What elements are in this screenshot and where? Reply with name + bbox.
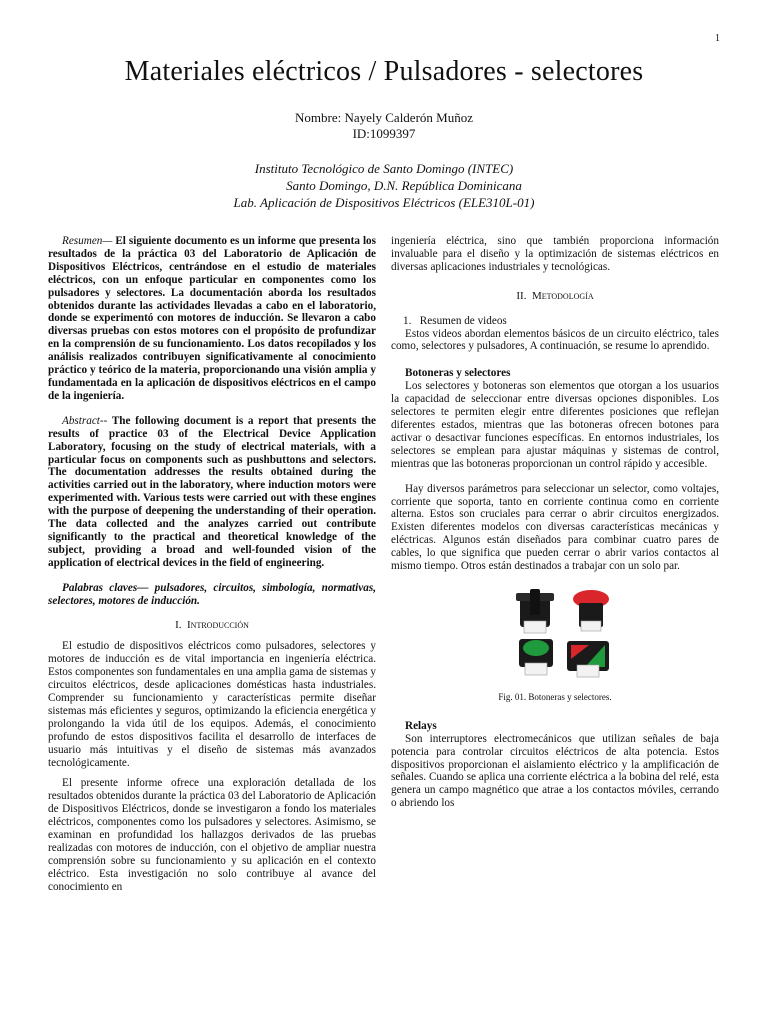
keywords-paragraph	[48, 582, 376, 608]
resumen-text: El siguiente documento es un informe que presenta los resultados de la práctica 03 del Laboratorio de Aplicación de Dispositivos Eléctricos, centrándose en el estudio de materiales eléctricos, con un enfoque particular en componentes como los pulsadores y selectores. La documentación aborda los resultados obtenidos durante las actividades llevadas a cabo en el laboratorio, donde se experimentó con motores de inducción. Se llevaron a cabo diversas pruebas con estos motores con el propósito de profundizar en la comprensión de su funcionamiento. Los datos recopilados y los análisis realizados contribuyen significativamente al conocimiento práctico y teórico de la materia, proporcionando una visión amplia y fundamentada en la aplicación de dispositivos eléctricos en el campo de la ingeniería.	[48, 235, 376, 402]
section-heading-metodologia	[391, 290, 719, 303]
right-column	[391, 235, 719, 810]
metodologia-paragraph-3: Hay diversos parámetros para seleccionar un selector, como voltajes, corriente que soporta, tanto en corriente continua como en corriente alterna. Estos son cruciales para cerrar o abrir circuitos energizados. Existen diferentes modelos con diversas características mecánicas y eléctricas. Algunos están diseñados para combinar cuatro pares de cables, lo que significa que pueden cerrar o abrir varios contactos al mismo tiempo. Otros están destinados a trabajar con un solo par.	[391, 482, 719, 573]
subheading-botoneras: Botoneras y selectores	[405, 367, 511, 380]
intro-paragraph-2-continued: ingeniería eléctrica, sino que también proporciona información invaluable para el diseño y la optimización de sistemas eléctricos en diversas aplicaciones industriales y tecnológicas.	[391, 235, 719, 273]
figure-botoneras	[391, 587, 719, 687]
metodologia-paragraph-1: Estos videos abordan elementos básicos de un circuito eléctrico, tales como, selectores y pulsadores, A continuación, se resume lo aprendido.	[391, 327, 719, 353]
author-name: Nombre: Nayely Calderón Muñoz	[295, 110, 473, 125]
green-push-button-icon	[519, 639, 553, 675]
resumen-label: Resumen—	[62, 235, 113, 247]
author-block	[0, 110, 768, 142]
double-push-button-icon	[567, 641, 609, 677]
selector-switch-icon	[516, 589, 554, 633]
section-heading-intro	[48, 619, 376, 632]
intro-paragraph-1: El estudio de dispositivos eléctricos como pulsadores, selectores y motores de inducción es de vital importancia en ingeniería eléctrica. Estos componentes son fundamentales en una amplia gama de sistemas y circuitos eléctricos, desde aplicaciones domésticas hasta industriales. Comprender su funcionamiento y características permite diseñar sistemas más eficientes y seguros, optimizando la eficiencia energética y prolongando la vida útil de los equipos. Además, el conocimiento profundo de estos dispositivos facilita el desarrollo de interfaces de usuario más intuitivas y el diseño de sistemas más avanzados tecnológicamente.	[48, 640, 376, 769]
affiliation-line: Lab. Aplicación de Dispositivos Eléctricos (ELE310L-01)	[233, 195, 535, 210]
section-title: Metodología	[531, 289, 594, 302]
paper-title: Materiales eléctricos / Pulsadores - selectores	[124, 56, 644, 87]
keywords-text: pulsadores, circuitos, simbología, normativas, selectores, motores de inducción.	[48, 581, 376, 607]
intro-paragraph-2: El presente informe ofrece una exploración detallada de los resultados obtenidos durante la práctica 03 del Laboratorio de Aplicación de Dispositivos Eléctricos, donde se investigaron a fondo los materiales eléctricos, componentes como los pulsadores y selectores. Asimismo, se examinan en profundidad los hallazgos derivados de las pruebas realizadas con motores de inducción, con el objetivo de ampliar nuestra comprensión sobre su funcionamiento y su aplicación en el contexto eléctrico. Esta investigación no solo contribuye al avance del conocimiento en	[48, 777, 376, 893]
left-column	[48, 235, 376, 894]
abstract-text: The following document is a report that presents the results of practice 03 of the Electrical Device Application Laboratory, focusing on the study of electrical materials, with a particular focus on components such as pushbuttons and selectors. The documentation addresses the results obtained during the activities carried out in the laboratory, where induction motors were experimented with. Various tests were carried out with these engines with the purpose of deepening the understanding of their operation. The data collected and the analyzes carried out contribute significantly to the practical and theoretical knowledge of the subject, providing a broad and well-founded vision of the application of electrical devices in the field of engineering.	[48, 414, 376, 569]
section-title: Introducción	[187, 619, 249, 632]
affiliation-line: Santo Domingo, D.N. República Dominicana	[286, 178, 522, 193]
red-mushroom-button-icon	[573, 590, 609, 631]
resumen-paragraph	[48, 235, 376, 403]
metodologia-paragraph-4: Son interruptores electromecánicos que utilizan señales de baja potencia para controlar circuitos eléctricos de alta potencia. Estos dispositivos proporcionan el aislamiento eléctrico y la amplificación de señales. Cuando se aplica una corriente eléctrica a la bobina del relé, esta genera un campo magnético que atrae a los contactos móviles, cerrando o abriendo los	[391, 732, 719, 810]
affiliation-block	[0, 160, 768, 211]
buttons-selectors-image	[391, 587, 719, 687]
section-number: II.	[516, 289, 527, 302]
list-item-resumen-videos: 1. Resumen de videos	[403, 314, 507, 327]
author-id: ID:1099397	[352, 126, 416, 141]
subheading-relays: Relays	[405, 719, 437, 732]
page-number: 1	[715, 33, 720, 44]
abstract-paragraph	[48, 415, 376, 570]
section-number: I.	[175, 619, 182, 632]
abstract-label: Abstract--	[62, 414, 108, 427]
keywords-label: Palabras claves—	[62, 581, 149, 594]
metodologia-paragraph-2: Los selectores y botoneras son elementos que otorgan a los usuarios la capacidad de seleccionar entre diversas opciones disponibles. Los selectores te permiten elegir entre diferentes posiciones que reflejan diferentes estados, mientras que las botoneras ofrecen botones para activar o desactivar funciones específicas. En entornos industriales, los selectores se emplean para ajustar máquinas y sistemas de control, mientras que las botoneras proporcionan un control rápido y accesible.	[391, 380, 719, 470]
figure-caption: Fig. 01. Botoneras y selectores.	[498, 691, 612, 702]
affiliation-line: Instituto Tecnológico de Santo Domingo (INTEC)	[254, 161, 514, 176]
